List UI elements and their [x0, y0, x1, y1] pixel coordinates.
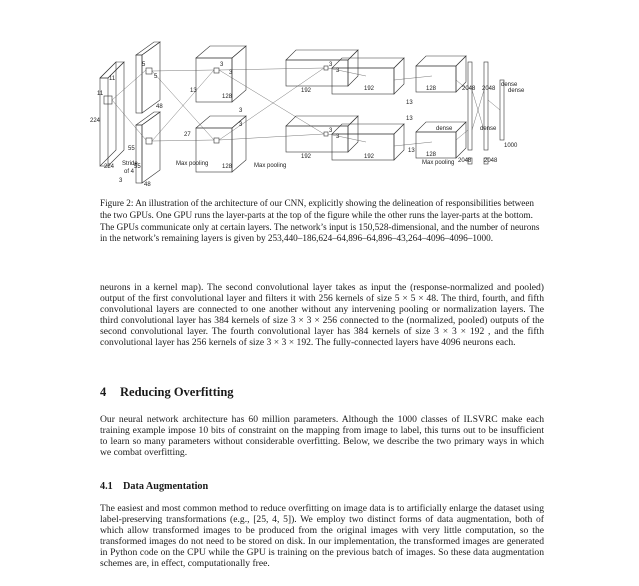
subsection-number: 4.1 [100, 481, 113, 492]
conv1-size-label-1: 55 [128, 146, 135, 152]
conv-kernel-label-1: 3 [220, 62, 224, 68]
conv4-depth-label-2: 192 [364, 154, 375, 160]
stride-of-label: of 4 [124, 169, 135, 175]
dense-size-label-2: 2048 [482, 86, 496, 92]
conv-kernel-label-2: 3 [229, 70, 233, 76]
conv1-depth-label-2: 48 [144, 182, 151, 188]
dense-label-2: dense [436, 126, 453, 132]
section-heading-4 [100, 385, 234, 400]
conv4-size-label-2: 13 [406, 116, 413, 122]
conv5-depth-label-2: 128 [426, 152, 437, 158]
subsection-heading-4-1 [100, 481, 208, 492]
conv3-depth-label-1: 192 [301, 154, 312, 160]
architecture-diagram [90, 40, 546, 190]
kernel-size-label-2: 11 [97, 91, 104, 97]
maxpool-label-3: Max pooling [422, 160, 455, 166]
subsection-title: Data Augmentation [123, 481, 209, 492]
output-size-label: 1000 [504, 143, 518, 149]
dense-label-1: dense [501, 82, 518, 88]
conv-kernel-label-7: 3 [329, 128, 333, 134]
section-title: Reducing Overfitting [120, 385, 234, 399]
conv-kernel-label-6: 3 [336, 68, 340, 74]
body-paragraph-3: The easiest and most common method to reduce overfitting on image data is to artificially enlarge the dataset using label-preserving transformations (e.g., [25, 4, 5]). We employ two distinct forms of data augmentation, both of which allow transformed images to be produced from the original images with very little computation, so the transformed images do not need to be stored on disk. In our implementation, the transformed images are generated in Python code on the CPU while the GPU is training on the previous batch of images. So these data augmentation schemes are, in effect, computationally free. [100, 503, 544, 569]
input-size-label-2: 224 [90, 118, 101, 124]
conv-kernel-label-4: 3 [239, 122, 243, 128]
conv5-top-block [416, 56, 466, 92]
maxpool-label-2: Max pooling [254, 163, 287, 169]
conv5-depth-label-1: 128 [426, 86, 437, 92]
stride-label: Stride [122, 161, 138, 167]
conv2-depth-label-1: 128 [222, 94, 233, 100]
kernel-size-label-1: 11 [109, 76, 116, 82]
conv1-size-label-3: 27 [184, 132, 191, 138]
figure-caption: Figure 2: An illustration of the architecture of our CNN, explicitly showing the delineation of responsibilities between the two GPUs. One GPU runs the layer-parts at the top of the figure while the other runs the layer-parts at the bottom. The GPUs communicate only at certain layers. The network’s input is 150,528-dimensional, and the number of neurons in the network’s remaining layers is given by 253,440–186,624–64,896–64,896–43,264–4096–4096–1000. [100, 198, 540, 244]
input-depth-label: 3 [119, 178, 123, 184]
dense-label-3: dense [480, 126, 497, 132]
conv4-size-label-1: 13 [406, 100, 413, 106]
conv2-depth-label-2: 128 [222, 164, 233, 170]
conv4-depth-label-1: 192 [364, 86, 375, 92]
conv1-depth-label-1: 48 [156, 104, 163, 110]
conv-kernel-label-3: 3 [239, 108, 243, 114]
conv2-size-label: 13 [190, 88, 197, 94]
dense-layers [468, 62, 504, 164]
conv1-bottom-block [136, 112, 160, 183]
body-paragraph-1: neurons in a kernel map). The second convolutional layer takes as input the (response-normalized and pooled) output of the first convolutional layer and filters it with 256 kernels of size 5 × 5 × 48. The third, fourth, and fifth convolutional layers are connected to one another without any intervening pooling or normalization layers. The third convolutional layer has 384 kernels of size 3 × 3 × 256 connected to the (normalized, pooled) outputs of the second convolutional layer. The fourth convolutional layer has 384 kernels of size 3 × 3 × 192 , and the fifth convolutional layer has 256 kernels of size 3 × 3 × 192. The fully-connected layers have 4096 neurons each. [100, 282, 544, 348]
dense-size-label-4: 2048 [484, 158, 498, 164]
dense-size-label-1: 2048 [462, 86, 476, 92]
conv-kernel-label-5: 3 [329, 62, 333, 68]
conv1-size-label-2: 55 [134, 164, 141, 170]
conv3-depth-label-2: 192 [301, 88, 312, 94]
kernel-size-label-4: 5 [154, 74, 158, 80]
kernel-size-label-3: 5 [142, 62, 146, 68]
input-size-label-1: 224 [104, 164, 115, 170]
body-paragraph-2: Our neural network architecture has 60 million parameters. Although the 1000 classes of ILSVRC make each training example impose 10 bits of constraint on the mapping from image to label, this turns out to be insufficient to learn so many parameters without considerable overfitting. Below, we describe the two primary ways in which we combat overfitting. [100, 414, 544, 458]
dense-label-4: dense [508, 88, 525, 94]
conv5-size-label: 13 [408, 148, 415, 154]
architecture-figure [90, 40, 546, 190]
section-number: 4 [100, 385, 107, 399]
dense-size-label-3: 2048 [458, 158, 472, 164]
conv-kernel-label-8: 3 [336, 134, 340, 140]
conv2-top-block [196, 46, 246, 102]
maxpool-label-1: Max pooling [176, 161, 209, 167]
connection-lines [112, 68, 500, 146]
